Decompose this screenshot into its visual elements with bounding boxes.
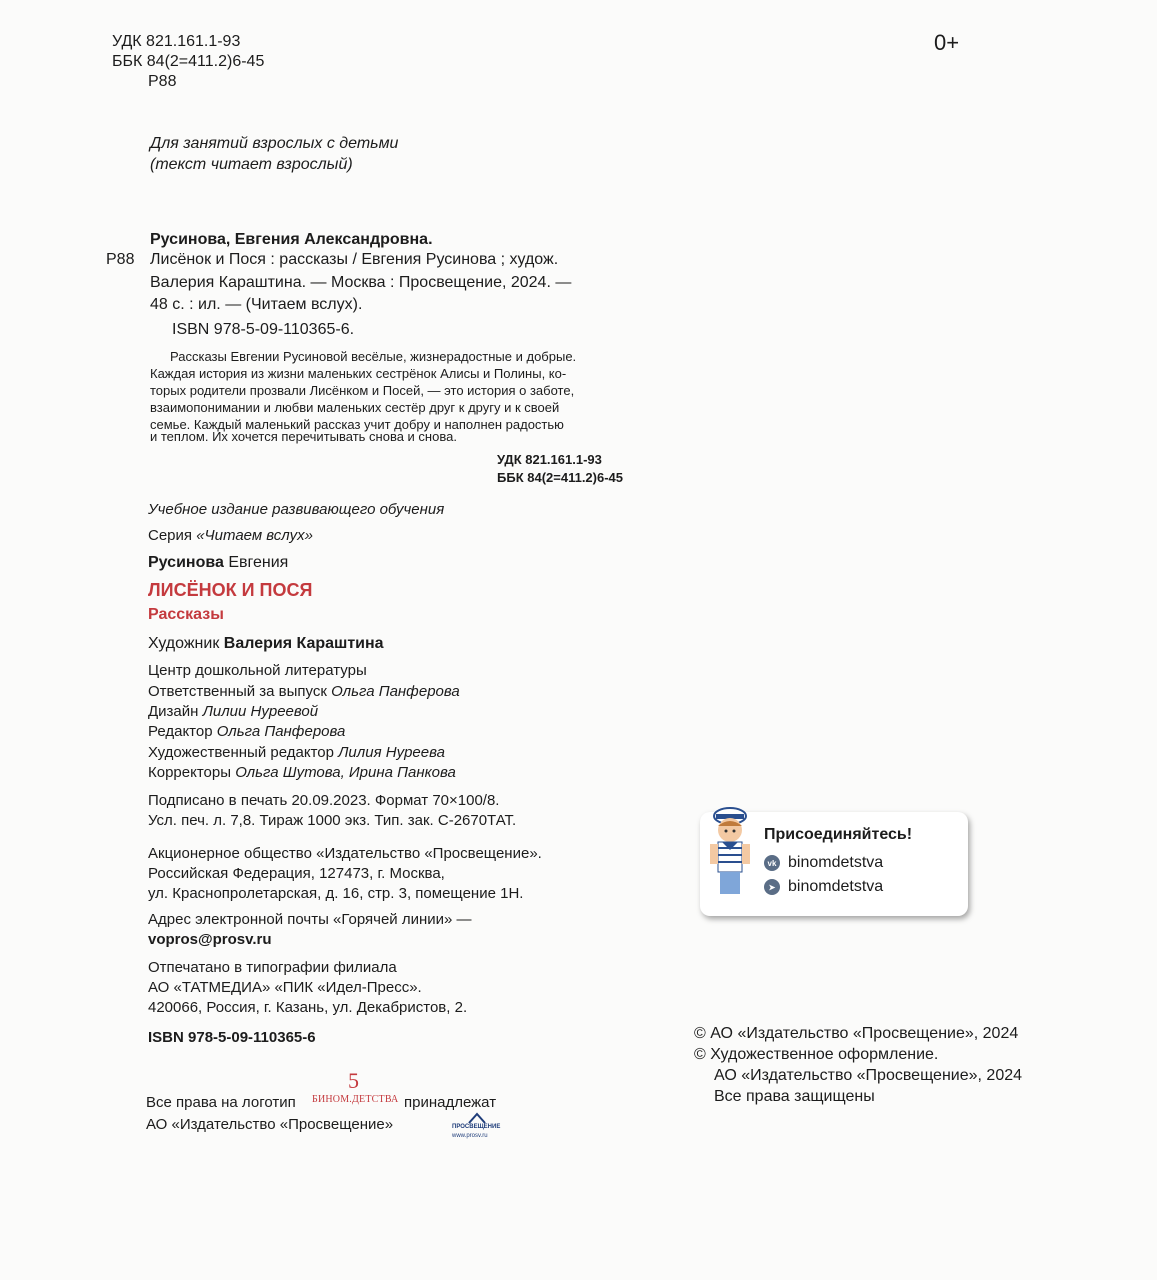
art-editor-label: Художественный редактор (148, 744, 334, 761)
catalog-isbn: ISBN 978-5-09-110365-6. (172, 321, 355, 338)
correctors-label: Корректоры (148, 764, 232, 781)
email-link[interactable]: vopros@prosv.ru (148, 931, 272, 948)
binom-logo-text: БИНОМ.ДЕТСТВА (312, 1094, 399, 1105)
header-code: Р88 (148, 73, 177, 90)
imprint-author (148, 554, 288, 572)
editor (148, 723, 345, 741)
publisher-line-3: ул. Краснопролетарская, д. 16, стр. 3, помещение 1Н. (148, 885, 524, 902)
art-editor-name: Лилия Нуреева (338, 744, 445, 761)
responsible (148, 683, 460, 701)
correctors-names: Ольга Шутова, Ирина Панкова (235, 764, 456, 781)
design (148, 703, 318, 721)
annotation-line-5: семье. Каждый маленький рассказ учит добру и наполнен радостью (150, 417, 564, 432)
join-card (700, 812, 968, 916)
audience-line-2: (текст читает взрослый) (150, 156, 353, 173)
responsible-label: Ответственный за выпуск (148, 683, 327, 700)
sailor-boy-illustration (702, 798, 762, 902)
editor-name: Ольга Панферова (216, 723, 346, 740)
publisher-line-1: Акционерное общество «Издательство «Просвещение». (148, 845, 542, 862)
series (148, 527, 313, 545)
artist (148, 635, 384, 653)
book-title: ЛИСЁНОК И ПОСЯ (148, 580, 313, 600)
design-name: Лилии Нуреевой (202, 703, 319, 720)
email-label: Адрес электронной почты «Горячей линии» — (148, 911, 472, 928)
catalog-line-3: 48 с. : ил. — (Читаем вслух). (150, 296, 363, 313)
catalog-author: Русинова, Евгения Александровна. (150, 231, 433, 248)
artist-name: Валерия Караштина (223, 635, 384, 652)
annotation-line-6: и теплом. Их хочется перечитывать снова и снова. (150, 429, 457, 444)
telegram-icon: ➤ (764, 879, 780, 895)
signed-info: Подписано в печать 20.09.2023. Формат 70×100/8. (148, 792, 500, 809)
binom-logo-mark: 5 (348, 1068, 359, 1093)
edition-type: Учебное издание развивающего обучения (148, 501, 445, 518)
annotation-line-4: взаимопонимании и любви маленьких сестёр друг к другу и к своей (150, 400, 560, 415)
copyright-line-1: © АО «Издательство «Просвещение», 2024 (694, 1025, 1019, 1042)
center: Центр дошкольной литературы (148, 662, 367, 679)
annotation-line-3: торых родители прозвали Лисёнком и Посей, — это история о заботе, (150, 383, 575, 398)
editor-label: Редактор (148, 723, 213, 740)
copyright-line-2: © Художественное оформление. (694, 1046, 939, 1063)
prosv-url[interactable]: www.prosv.ru (452, 1133, 488, 1139)
prosv-logo-text: ПРОСВЕЩЕНИЕ (452, 1124, 501, 1130)
catalog-line-2: Валерия Караштина. — Москва : Просвещение, 2024. — (150, 274, 572, 291)
print-info: Усл. печ. л. 7,8. Тираж 1000 экз. Тип. зак. С-2670ТАТ. (148, 812, 517, 829)
art-editor (148, 744, 445, 762)
social-label-vk: binomdetstva (788, 854, 884, 871)
social-link-telegram[interactable] (764, 878, 883, 896)
binom-detstva-logo (312, 1068, 398, 1108)
rights-pre: Все права на логотип (146, 1094, 296, 1111)
header-bbk: ББК 84(2=411.2)6-45 (112, 53, 265, 70)
header-udk: УДК 821.161.1-93 (112, 33, 241, 50)
audience-line-1: Для занятий взрослых с детьми (150, 135, 399, 152)
age-rating: 0+ (934, 30, 960, 55)
imprint-isbn: ISBN 978-5-09-110365-6 (148, 1029, 316, 1046)
book-subtitle: Рассказы (148, 606, 224, 623)
design-label: Дизайн (148, 703, 199, 720)
rights-post: принадлежат (404, 1094, 497, 1111)
join-card-title: Присоединяйтесь! (764, 826, 913, 843)
social-link-vk[interactable] (764, 854, 883, 872)
correctors (148, 764, 456, 782)
series-label: Серия (148, 527, 193, 544)
publisher-line-2: Российская Федерация, 127473, г. Москва, (148, 865, 445, 882)
copyright-line-4: Все права защищены (714, 1088, 875, 1105)
annotation-line-2: Каждая история из жизни маленьких сестрёнок Алисы и Полины, ко- (150, 366, 567, 381)
printer-line-1: Отпечатано в типографии филиала (148, 959, 397, 976)
vk-icon: vk (764, 855, 780, 871)
catalog-code: Р88 (106, 251, 135, 268)
author-first-name: Евгения (228, 554, 289, 571)
prosv-logo-icon (468, 1112, 486, 1124)
printer-line-3: 420066, Россия, г. Казань, ул. Декабристов, 2. (148, 999, 468, 1016)
catalog-line-1: Лисёнок и Пося : рассказы / Евгения Русинова ; худож. (150, 251, 559, 268)
catalog-udk: УДК 821.161.1-93 (497, 452, 602, 467)
responsible-name: Ольга Панферова (331, 683, 460, 700)
rights-owner: АО «Издательство «Просвещение» (146, 1116, 394, 1133)
catalog-bbk: ББК 84(2=411.2)6-45 (497, 470, 624, 485)
author-last-name: Русинова (148, 554, 224, 571)
social-label-telegram: binomdetstva (788, 878, 884, 895)
printer-line-2: АО «ТАТМЕДИА» «ПИК «Идел-Пресс». (148, 979, 422, 996)
artist-label: Художник (148, 635, 220, 652)
copyright-line-3: АО «Издательство «Просвещение», 2024 (714, 1067, 1023, 1084)
annotation-line-1: Рассказы Евгении Русиновой весёлые, жизнерадостные и добрые. (170, 349, 577, 364)
prosv-logo (452, 1112, 502, 1142)
series-name: «Читаем вслух» (196, 527, 313, 544)
